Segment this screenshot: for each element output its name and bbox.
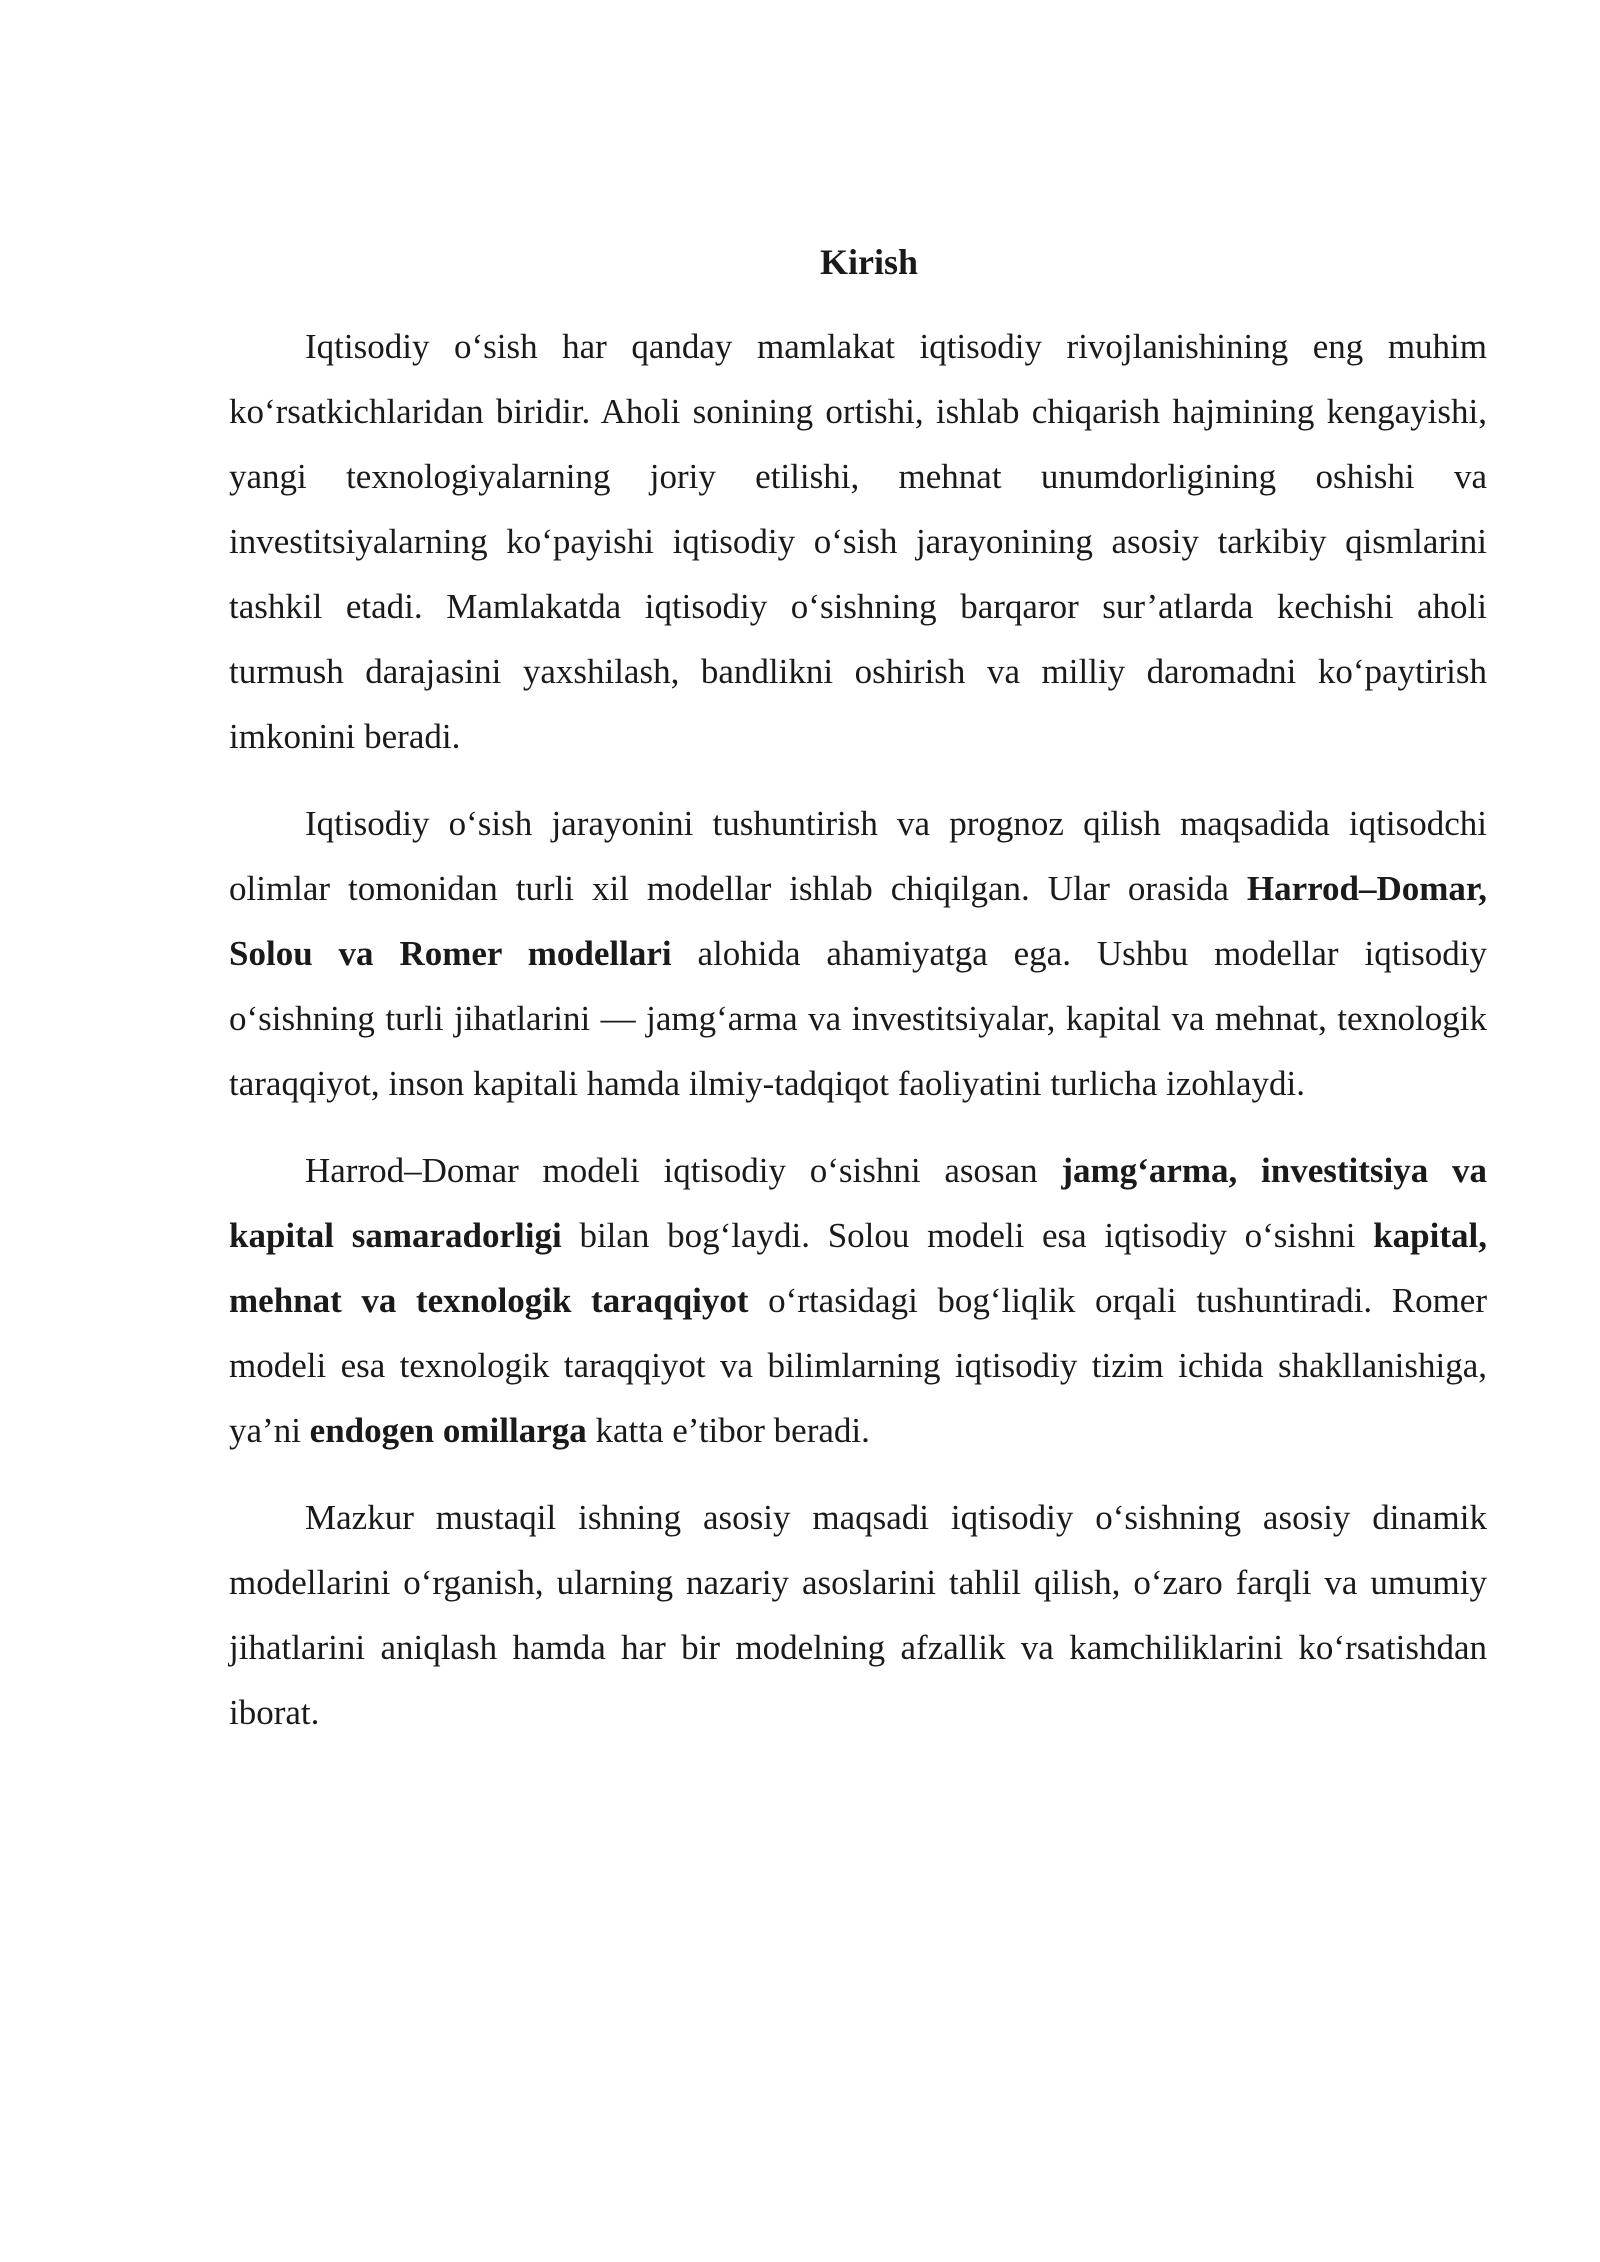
text-run: alohida ahamiyatga ega. Ushbu modellar iqtisodiy o‘sishning turli jihatlarini — jamg‘arma va investitsiyalar, kapital va mehnat, texnologik taraqqiyot, inson kapitali hamda ilmiy-tadqiqot faoliyatini turlicha izohlaydi. [229, 934, 1487, 1103]
paragraph-intro [229, 314, 1487, 769]
document-page [229, 232, 1487, 1767]
text-run: Harrod–Domar modeli iqtisodiy o‘sishni asosan [305, 1151, 1062, 1190]
bold-text-run: kapital, mehnat va texnologik taraqqiyot [229, 1216, 1487, 1320]
paragraph-goal [229, 1485, 1487, 1745]
bold-text-run: Harrod–Domar, Solou va Romer modellari [229, 869, 1487, 973]
text-run: katta e’tibor beradi. [586, 1411, 870, 1450]
bold-text-run: jamg‘arma, investitsiya va kapital samaradorligi [229, 1151, 1487, 1255]
text-run: Iqtisodiy o‘sish jarayonini tushuntirish va prognoz qilish maqsadida iqtisodchi olimlar tomonidan turli xil modellar ishlab chiqilgan. Ular orasida [229, 804, 1487, 908]
text-run: Iqtisodiy o‘sish har qanday mamlakat iqtisodiy rivojlanishining eng muhim ko‘rsatkichlaridan biridir. Aholi sonining ortishi, ishlab chiqarish hajmining kengayishi, yangi texnologiyalarning joriy etilishi, mehnat unumdorligining oshishi va investitsiyalarning ko‘payishi iqtisodiy o‘sish jarayonining asosiy tarkibiy qismlarini tashkil etadi. Mamlakatda iqtisodiy o‘sishning barqaror sur’atlarda kechishi aholi turmush darajasini yaxshilash, bandlikni oshirish va milliy daromadni ko‘paytirish imkonini beradi. [229, 327, 1487, 756]
document-title: Kirish [819, 242, 918, 282]
paragraph-comparison [229, 1138, 1487, 1463]
text-run: bilan bog‘laydi. Solou modeli esa iqtisodiy o‘sishni [561, 1216, 1374, 1255]
paragraph-models [229, 791, 1487, 1116]
text-run: o‘rtasidagi bog‘liqlik orqali tushuntiradi. Romer modeli esa texnologik taraqqiyot va bilimlarning iqtisodiy tizim ichida shakllanishiga, ya’ni [229, 1281, 1487, 1450]
text-run: Mazkur mustaqil ishning asosiy maqsadi iqtisodiy o‘sishning asosiy dinamik modellarini o‘rganish, ularning nazariy asoslarini tahlil qilish, o‘zaro farqli va umumiy jihatlarini aniqlash hamda har bir modelning afzallik va kamchiliklarini ko‘rsatishdan iborat. [229, 1498, 1487, 1732]
bold-text-run: endogen omillarga [309, 1411, 587, 1450]
